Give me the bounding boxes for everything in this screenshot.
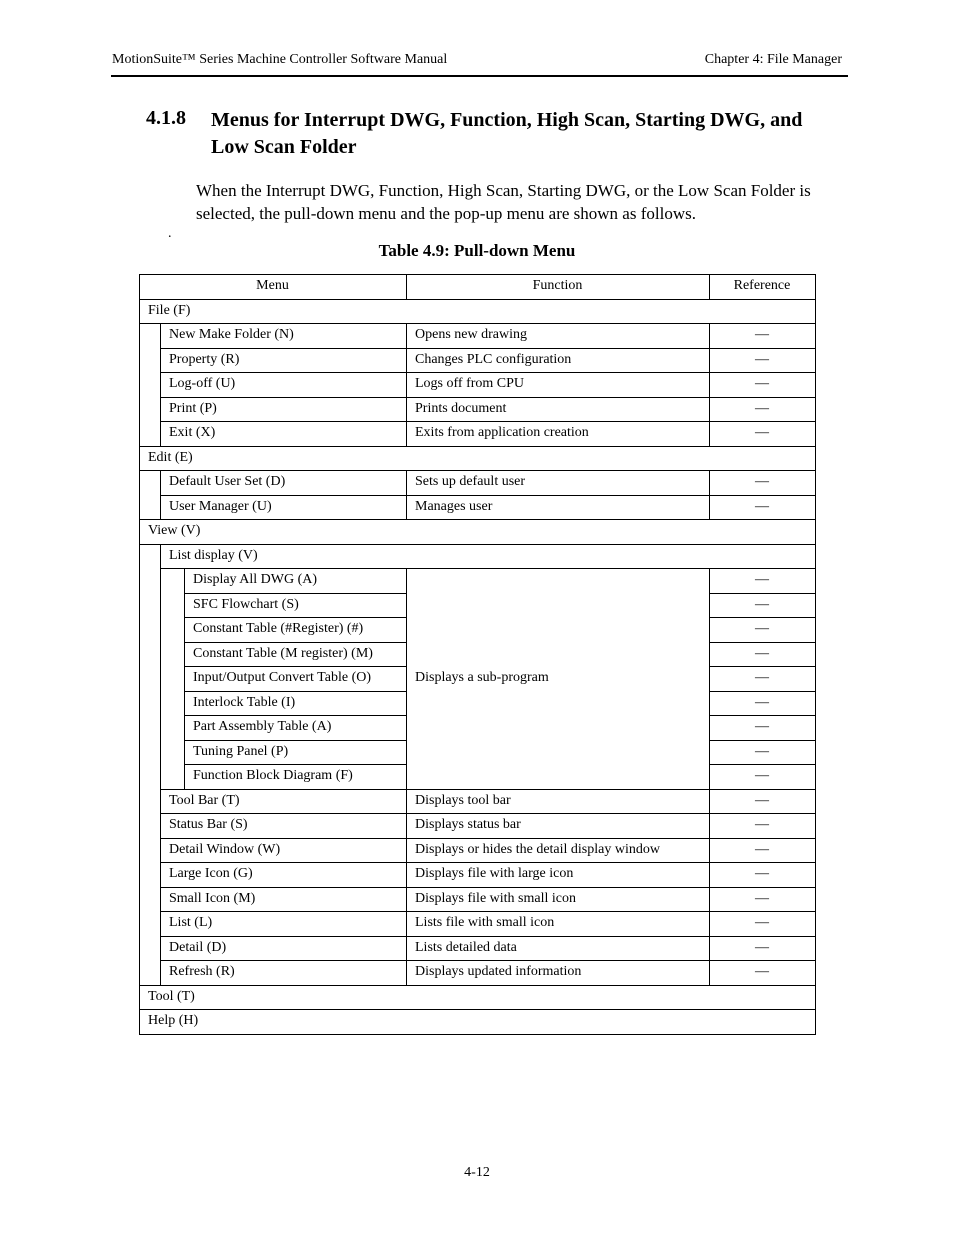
menu-group-view: View (V) <box>148 523 201 538</box>
list-display-item-reference: — <box>755 596 769 612</box>
view-item-function: Lists file with small icon <box>415 915 555 930</box>
intro-paragraph: When the Interrupt DWG, Function, High Scan, Starting DWG, or the Low Scan Folder is selected, the pull-down menu and the pop-up menu are shown as follows. <box>196 181 811 223</box>
file-item-menu: Log-off (U) <box>169 376 236 391</box>
file-item-reference: — <box>755 351 769 367</box>
submenu-list-display: List display (V) <box>169 547 258 563</box>
list-display-function: Displays a sub-program <box>415 670 549 685</box>
view-item-reference: — <box>755 866 769 881</box>
file-item-function: Logs off from CPU <box>415 376 525 391</box>
edit-item-function: Manages user <box>415 498 493 514</box>
view-item-menu: Tool Bar (T) <box>169 792 240 808</box>
menu-group-edit: Edit (E) <box>148 449 193 465</box>
menu-group-file: File (F) <box>148 302 191 318</box>
view-item-menu: Status Bar (S) <box>169 817 248 832</box>
file-item-menu: Property (R) <box>169 351 240 367</box>
menu-group-tool: Tool (T) <box>148 988 195 1004</box>
list-display-item: Constant Table (#Register) (#) <box>193 621 364 636</box>
list-display-item: Constant Table (M register) (M) <box>193 645 373 661</box>
view-item-function: Lists detailed data <box>415 939 517 955</box>
view-item-reference: — <box>755 939 769 955</box>
view-item-function: Displays or hides the detail display window <box>415 841 660 857</box>
edit-item-reference: — <box>755 498 769 514</box>
section-number: 4.1.8 <box>146 107 186 129</box>
list-display-item: Display All DWG (A) <box>193 572 318 587</box>
column-header-menu: Menu <box>256 278 289 293</box>
file-item-reference: — <box>755 376 769 391</box>
view-item-reference: — <box>755 817 769 832</box>
running-header-title: MotionSuite™ Series Machine Controller Software Manual <box>112 52 448 67</box>
column-header-function: Function <box>532 278 583 293</box>
view-item-menu: List (L) <box>169 915 213 930</box>
file-item-function: Opens new drawing <box>415 327 527 342</box>
edit-item-menu: Default User Set (D) <box>169 474 286 489</box>
column-header-reference: Reference <box>733 278 791 293</box>
list-display-item-reference: — <box>755 645 769 661</box>
list-display-item-reference: — <box>755 743 769 759</box>
view-item-function: Displays file with large icon <box>415 866 574 881</box>
edit-item-reference: — <box>755 474 769 489</box>
view-item-reference: — <box>755 792 769 808</box>
running-header-chapter: Chapter 4: File Manager <box>704 52 842 67</box>
view-item-reference: — <box>755 915 769 930</box>
pulldown-menu-table <box>139 274 815 1033</box>
file-item-menu: Exit (X) <box>169 425 216 440</box>
file-item-reference: — <box>755 425 769 440</box>
list-display-item-reference: — <box>755 572 769 587</box>
view-item-menu: Small Icon (M) <box>169 890 256 906</box>
view-item-function: Displays status bar <box>415 817 521 832</box>
file-item-function: Exits from application creation <box>415 425 589 440</box>
file-indent <box>139 323 161 447</box>
list-display-item: Part Assembly Table (A) <box>193 719 332 734</box>
list-display-item-reference: — <box>755 694 769 710</box>
view-item-menu: Detail Window (W) <box>169 841 281 857</box>
list-display-item: Function Block Diagram (F) <box>193 768 353 783</box>
view-indent <box>139 544 161 986</box>
stray-dot: . <box>168 226 172 241</box>
view-item-menu: Refresh (R) <box>169 964 235 979</box>
file-item-function: Prints document <box>415 400 507 416</box>
table-caption: Table 4.9: Pull-down Menu <box>378 241 576 260</box>
list-display-item-reference: — <box>755 719 769 734</box>
file-item-reference: — <box>755 327 769 342</box>
list-display-item-reference: — <box>755 621 769 636</box>
file-item-reference: — <box>755 400 769 416</box>
list-display-item: Interlock Table (I) <box>193 694 296 710</box>
view-item-function: Displays file with small icon <box>415 890 576 906</box>
file-item-menu: Print (P) <box>169 400 217 416</box>
list-display-item: SFC Flowchart (S) <box>193 596 299 612</box>
view-item-reference: — <box>755 841 769 857</box>
menu-group-help: Help (H) <box>148 1013 199 1028</box>
list-display-item: Tuning Panel (P) <box>193 743 289 759</box>
view-item-reference: — <box>755 964 769 979</box>
section-title: Menus for Interrupt DWG, Function, High Scan, Starting DWG, and Low Scan Folder <box>211 109 803 158</box>
edit-item-function: Sets up default user <box>415 474 526 489</box>
file-item-menu: New Make Folder (N) <box>169 327 294 342</box>
page-number: 4-12 <box>464 1165 490 1180</box>
view-item-function: Displays updated information <box>415 964 582 979</box>
view-item-menu: Large Icon (G) <box>169 866 253 881</box>
list-display-item-reference: — <box>755 670 769 685</box>
view-item-menu: Detail (D) <box>169 939 227 955</box>
edit-item-menu: User Manager (U) <box>169 498 272 514</box>
view-item-reference: — <box>755 890 769 906</box>
file-item-function: Changes PLC configuration <box>415 351 572 367</box>
edit-indent <box>139 470 161 520</box>
view-item-function: Displays tool bar <box>415 792 511 808</box>
header-rule <box>111 75 848 77</box>
list-display-indent <box>160 568 185 790</box>
list-display-item-reference: — <box>755 768 769 783</box>
list-display-item: Input/Output Convert Table (O) <box>193 670 372 685</box>
